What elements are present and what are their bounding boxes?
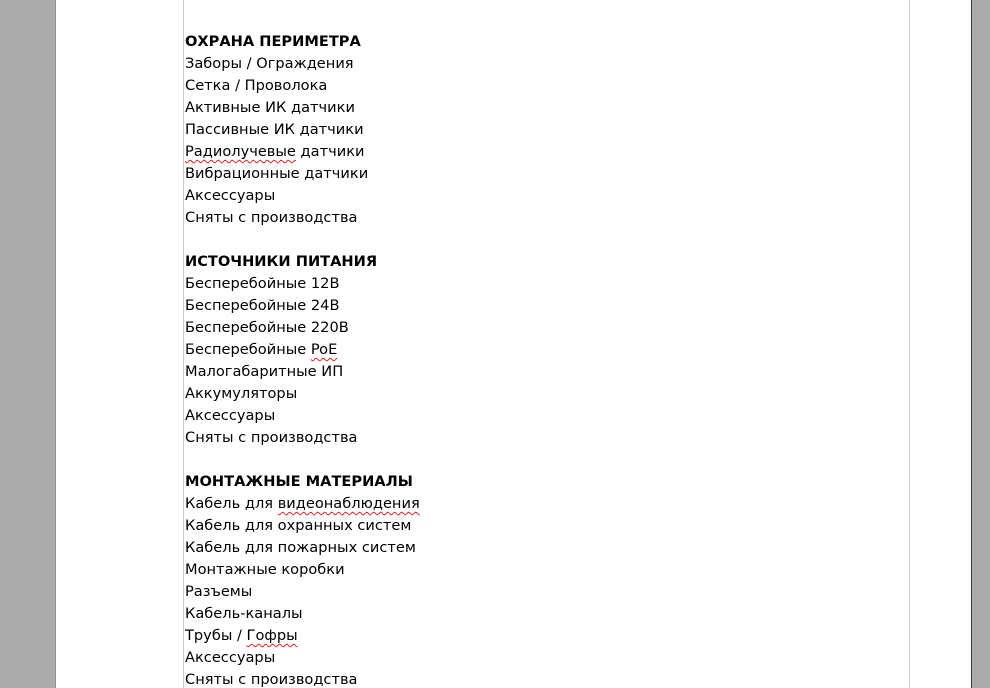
section-heading[interactable]: ИСТОЧНИКИ ПИТАНИЯ <box>185 253 378 270</box>
list-item-text: Пассивные ИК датчики <box>185 121 364 138</box>
list-item-text: Кабель-каналы <box>185 605 303 622</box>
list-item[interactable] <box>185 581 885 603</box>
section-heading[interactable]: МОНТАЖНЫЕ МАТЕРИАЛЫ <box>185 473 413 490</box>
spelling-error-word: видеонаблюдения <box>277 495 420 512</box>
right-margin-guide <box>909 0 910 688</box>
list-item-text: Активные ИК датчики <box>185 99 355 116</box>
list-item[interactable] <box>185 603 885 625</box>
list-item[interactable] <box>185 97 885 119</box>
list-item[interactable] <box>185 515 885 537</box>
list-item-text: Аксессуары <box>185 649 276 666</box>
list-item[interactable] <box>185 405 885 427</box>
document-body[interactable] <box>185 31 885 688</box>
list-item[interactable] <box>185 317 885 339</box>
section-heading[interactable]: ОХРАНА ПЕРИМЕТРА <box>185 33 361 50</box>
list-item-text: Кабель для охранных систем <box>185 517 412 534</box>
document-section <box>185 31 885 229</box>
list-item[interactable] <box>185 185 885 207</box>
list-item-text: Сетка / Проволока <box>185 77 328 94</box>
list-item-text: датчики <box>295 143 365 160</box>
list-item[interactable] <box>185 273 885 295</box>
list-item[interactable] <box>185 163 885 185</box>
list-item[interactable] <box>185 383 885 405</box>
list-item-text: Монтажные коробки <box>185 561 345 578</box>
list-item-text: Трубы / <box>185 627 247 644</box>
spelling-error-word: Гофры <box>246 627 298 644</box>
spelling-error-word: PoE <box>310 341 338 358</box>
list-item-text: Аксессуары <box>185 407 276 424</box>
list-item[interactable] <box>185 119 885 141</box>
list-item-text: Аккумуляторы <box>185 385 298 402</box>
list-item-text: Сняты с производства <box>185 429 358 446</box>
list-item-text: Сняты с производства <box>185 209 358 226</box>
left-margin-guide <box>183 0 184 688</box>
list-item[interactable] <box>185 625 885 647</box>
document-page[interactable] <box>55 0 972 688</box>
list-item-text: Разъемы <box>185 583 253 600</box>
list-item-text: Малогабаритные ИП <box>185 363 344 380</box>
list-item[interactable] <box>185 53 885 75</box>
list-item[interactable] <box>185 647 885 669</box>
list-item[interactable] <box>185 339 885 361</box>
list-item[interactable] <box>185 493 885 515</box>
document-section <box>185 251 885 449</box>
list-item[interactable] <box>185 75 885 97</box>
list-item-text: Кабель для <box>185 495 278 512</box>
list-item-text: Бесперебойные 220В <box>185 319 349 336</box>
list-item-text: Заборы / Ограждения <box>185 55 354 72</box>
list-item-text: Сняты с производства <box>185 671 358 688</box>
list-item-text: Аксессуары <box>185 187 276 204</box>
spelling-error-word: Радиолучевые <box>185 143 296 160</box>
list-item[interactable] <box>185 427 885 449</box>
list-item[interactable] <box>185 295 885 317</box>
list-item[interactable] <box>185 141 885 163</box>
list-item[interactable] <box>185 537 885 559</box>
document-section <box>185 471 885 688</box>
list-item[interactable] <box>185 559 885 581</box>
list-item-text: Бесперебойные <box>185 341 311 358</box>
list-item-text: Бесперебойные 12В <box>185 275 340 292</box>
list-item-text: Кабель для пожарных систем <box>185 539 416 556</box>
list-item-text: Вибрационные датчики <box>185 165 369 182</box>
list-item[interactable] <box>185 207 885 229</box>
list-item[interactable] <box>185 361 885 383</box>
list-item-text: Бесперебойные 24В <box>185 297 340 314</box>
list-item[interactable] <box>185 669 885 688</box>
